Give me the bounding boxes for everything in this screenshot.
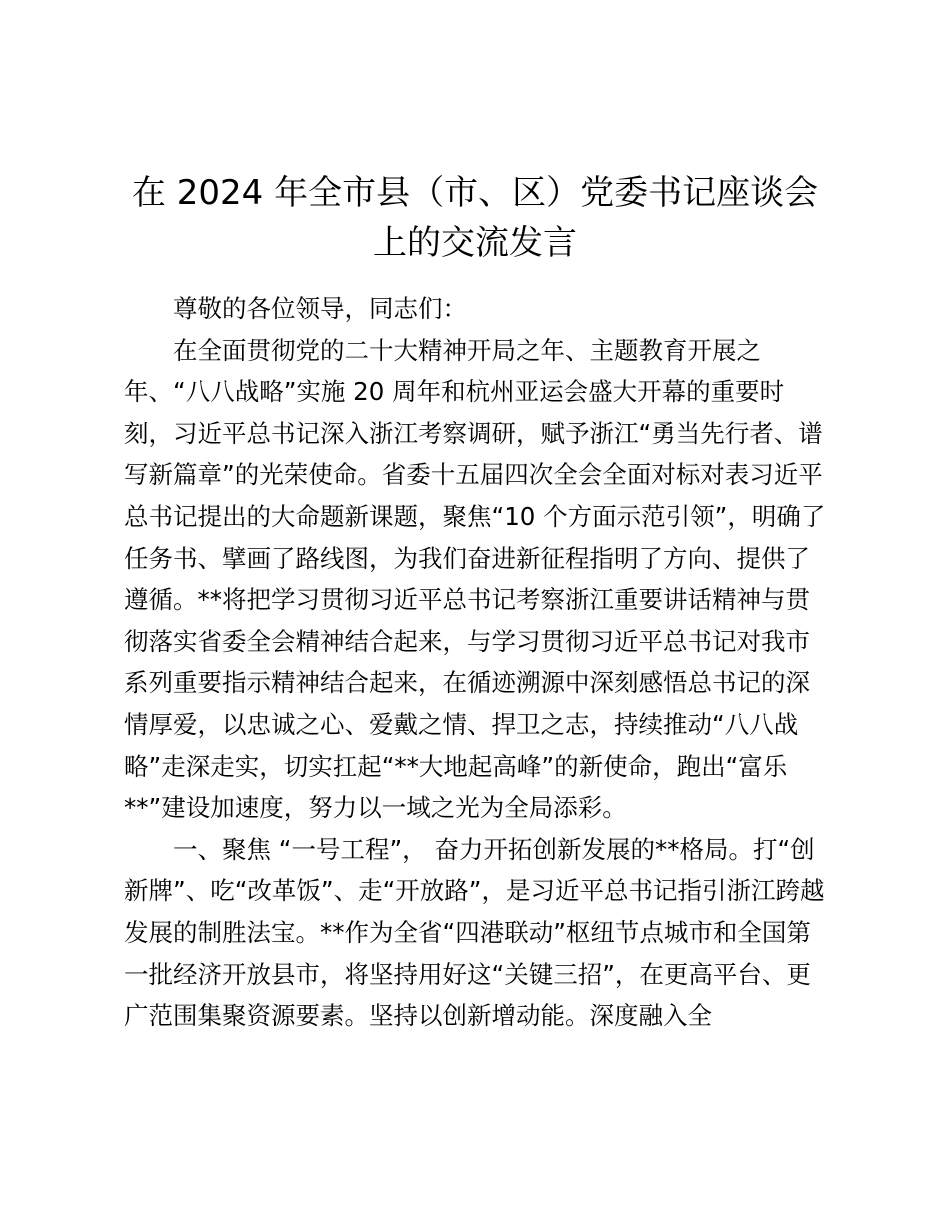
text-line: 总书记提出的大命题新课题，聚焦“10 个方面示范引领”，明确了 [124,501,826,531]
text-line: 写新篇章”的光荣使命。省委十五届四次全会全面对标对表习近平 [124,460,823,490]
text-line: 一、聚焦 “一号工程”， 奋力开拓创新发展的**格局。打“创 [173,834,815,864]
title-line-2: 上的交流发言 [373,223,577,263]
text-line: 尊敬的各位领导，同志们： [173,294,467,323]
text-line: 略”走深走实，切实扛起“**大地起高峰”的新使命，跑出“富乐 [124,751,788,781]
text-line: 发展的制胜法宝。**作为全省“四港联动”枢纽节点城市和全国第 [124,917,811,947]
text-line: 新牌”、吃“改革饭”、走“开放路”，是习近平总书记指引浙江跨越 [124,876,825,906]
text-line: 彻落实省委全会精神结合起来，与学习贯彻习近平总书记对我市 [124,626,810,656]
text-line: 遵循。**将把学习贯彻习近平总书记考察浙江重要讲话精神与贯 [124,585,810,615]
text-line: 年、“八八战略”实施 20 周年和杭州亚运会盛大开幕的重要时 [124,377,785,407]
page-title [120,168,830,268]
title-line-1: 在 2024 年全市县（市、区）党委书记座谈会 [131,173,819,213]
text-line: 一批经济开放县市，将坚持用好这“关键三招”，在更高平台、更 [124,959,811,989]
text-line: 系列重要指示精神结合起来，在循迹溯源中深刻感悟总书记的深 [124,668,810,698]
text-line: 在全面贯彻党的二十大精神开局之年、主题教育开展之 [173,335,761,365]
text-line: 刻，习近平总书记深入浙江考察调研，赋予浙江“勇当先行者、谱 [124,418,823,448]
text-line: 任务书、擘画了路线图，为我们奋进新征程指明了方向、提供了 [124,543,810,573]
text-line: 广范围集聚资源要素。坚持以创新增动能。深度融入全 [124,1001,712,1031]
text-line: **”建设加速度，努力以一域之光为全局添彩。 [124,793,627,823]
text-line: 情厚爱，以忠诚之心、爱戴之情、捍卫之志，持续推动“八八战 [124,709,799,739]
body-text [124,288,836,1037]
